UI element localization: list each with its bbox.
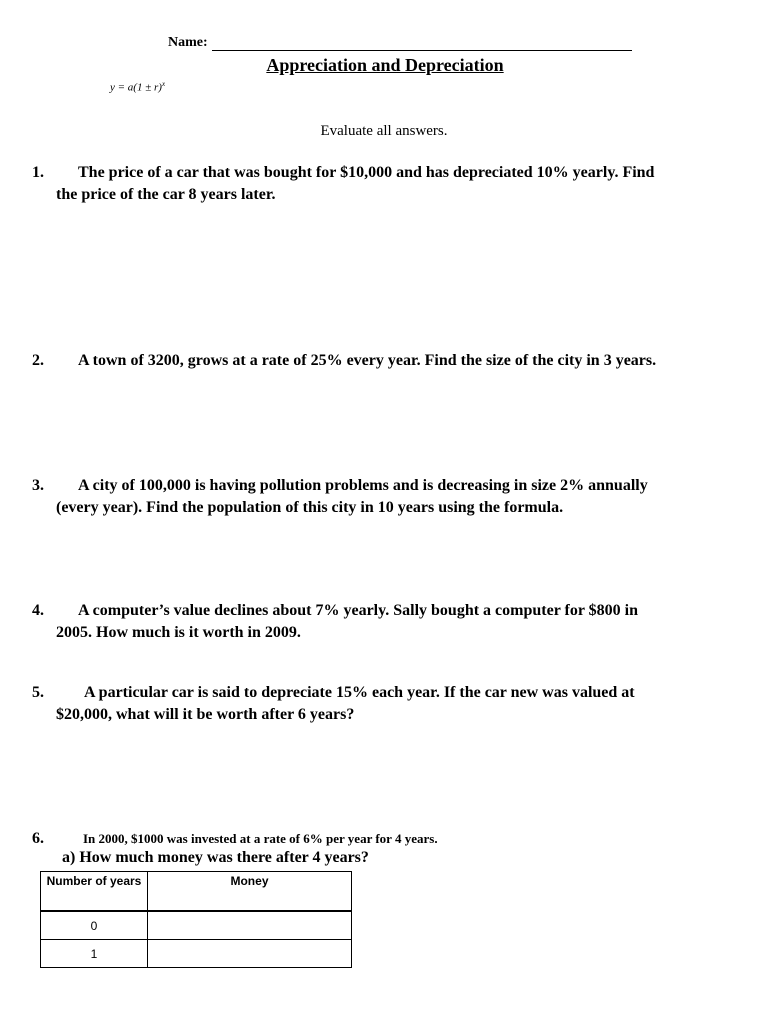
question-6a: a) How much money was there after 4 years?: [62, 849, 369, 866]
formula-exponent: x: [161, 80, 166, 88]
question-number: 3.: [32, 477, 44, 494]
question-text-continued: (every year). Find the population of this city in 10 years using the formula.: [56, 499, 564, 516]
question-number: 5.: [32, 684, 44, 701]
table-cell-year: 0: [41, 911, 148, 940]
question-6: [32, 828, 722, 850]
table-row: [41, 911, 352, 940]
table-header-row: [41, 872, 352, 912]
question-2: [32, 350, 722, 372]
growth-table: [40, 871, 352, 968]
column-header-years: Number of years: [41, 872, 148, 912]
question-text: A town of 3200, grows at a rate of 25% every year. Find the size of the city in 3 years.: [78, 352, 657, 369]
question-number: 4.: [32, 602, 44, 619]
name-field: [168, 35, 632, 51]
question-text-continued: 2005. How much is it worth in 2009.: [56, 624, 301, 641]
name-label: Name:: [168, 35, 208, 50]
question-number: 2.: [32, 352, 44, 369]
table-cell-money[interactable]: [148, 940, 352, 968]
question-text-continued: $20,000, what will it be worth after 6 years?: [56, 706, 355, 723]
question-text: The price of a car that was bought for $10,000 and has depreciated 10% yearly. Find: [78, 164, 655, 181]
formula: [110, 80, 165, 94]
table-cell-money[interactable]: [148, 911, 352, 940]
question-4: [32, 600, 722, 644]
question-1: [32, 162, 722, 206]
question-3: [32, 475, 722, 519]
question-text: In 2000, $1000 was invested at a rate of 6% per year for 4 years.: [83, 831, 438, 846]
question-number: 1.: [32, 164, 44, 181]
question-text: A particular car is said to depreciate 15% each year. If the car new was valued at: [84, 684, 635, 701]
column-header-money: Money: [148, 872, 352, 912]
name-blank-line[interactable]: [212, 36, 632, 51]
question-number: 6.: [32, 830, 44, 847]
question-text-continued: the price of the car 8 years later.: [56, 186, 276, 203]
formula-text: y = a(1 ± r): [110, 81, 162, 94]
question-text: A city of 100,000 is having pollution problems and is decreasing in size 2% annually: [78, 477, 648, 494]
instructions: Evaluate all answers.: [320, 123, 448, 139]
table-row: [41, 940, 352, 968]
question-text: A computer’s value declines about 7% yearly. Sally bought a computer for $800 in: [78, 602, 638, 619]
page-title: Appreciation and Depreciation: [266, 55, 504, 75]
question-5: [32, 682, 722, 726]
table-cell-year: 1: [41, 940, 148, 968]
